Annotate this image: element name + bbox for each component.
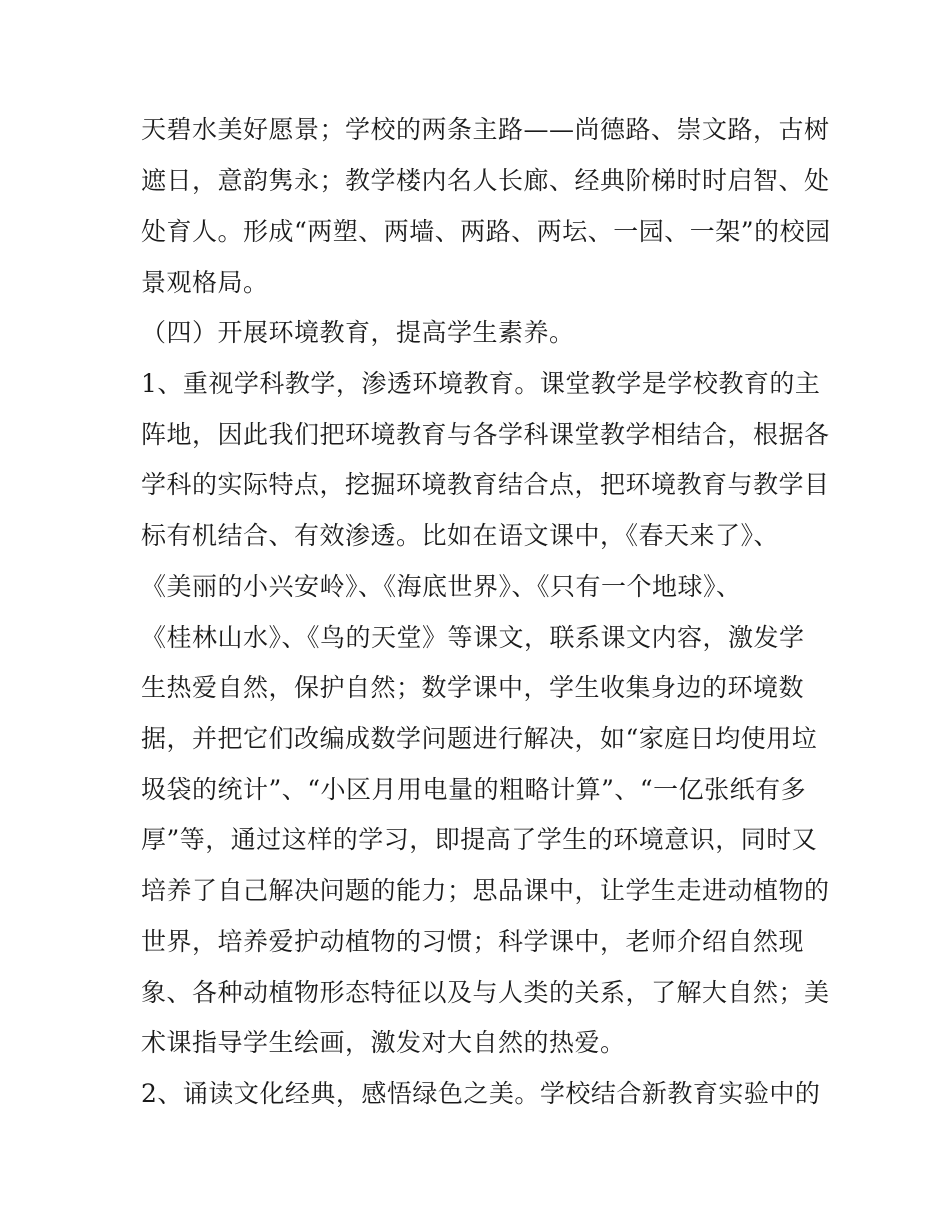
text-line: 《桂林山水》、《鸟的天堂》等课文，联系课文内容，激发学 xyxy=(141,623,805,652)
text-line: 据，并把它们改编成数学问题进行解决，如“家庭日均使用垃 xyxy=(141,724,818,753)
text-line: 世界，培养爱护动植物的习惯；科学课中，老师介绍自然现 xyxy=(141,927,805,956)
text-line: 生热爱自然，保护自然；数学课中，学生收集身边的环境数 xyxy=(141,673,805,702)
text-line: 《美丽的小兴安岭》、《海底世界》、《只有一个地球》、 xyxy=(141,572,742,601)
text-line: 遮日，意韵隽永；教学楼内名人长廊、经典阶梯时时启智、处 xyxy=(141,166,830,195)
text-line: 培养了自己解决问题的能力；思品课中，让学生走进动植物的 xyxy=(141,876,830,905)
section-heading: （四）开展环境教育，提高学生素养。 xyxy=(141,318,575,347)
text-line: 术课指导学生绘画，激发对大自然的热爱。 xyxy=(141,1028,626,1057)
text-line: 2、诵读文化经典，感悟绿色之美。学校结合新教育实验中的 xyxy=(141,1079,821,1108)
text-line: 圾袋的统计”、“小区月用电量的粗略计算”、“一亿张纸有多 xyxy=(141,775,807,804)
text-line: 学科的实际特点，挖掘环境教育结合点，把环境教育与教学目 xyxy=(141,470,830,499)
text-line: 象、各种动植物形态特征以及与人类的关系，了解大自然；美 xyxy=(141,978,830,1007)
text-line: 阵地，因此我们把环境教育与各学科课堂教学相结合，根据各 xyxy=(141,420,830,449)
text-line: 厚”等，通过这样的学习，即提高了学生的环境意识，同时又 xyxy=(141,825,818,854)
text-line: 景观格局。 xyxy=(141,268,269,297)
text-line: 标有机结合、有效渗透。比如在语文课中，《春天来了》、 xyxy=(141,521,780,550)
text-line: 天碧水美好愿景；学校的两条主路——尚德路、崇文路，古树 xyxy=(141,115,830,144)
text-line: 1、重视学科教学，渗透环境教育。课堂教学是学校教育的主 xyxy=(141,369,821,398)
text-line: 处育人。形成“两塑、两墙、两路、两坛、一园、一架”的校园 xyxy=(141,217,831,246)
